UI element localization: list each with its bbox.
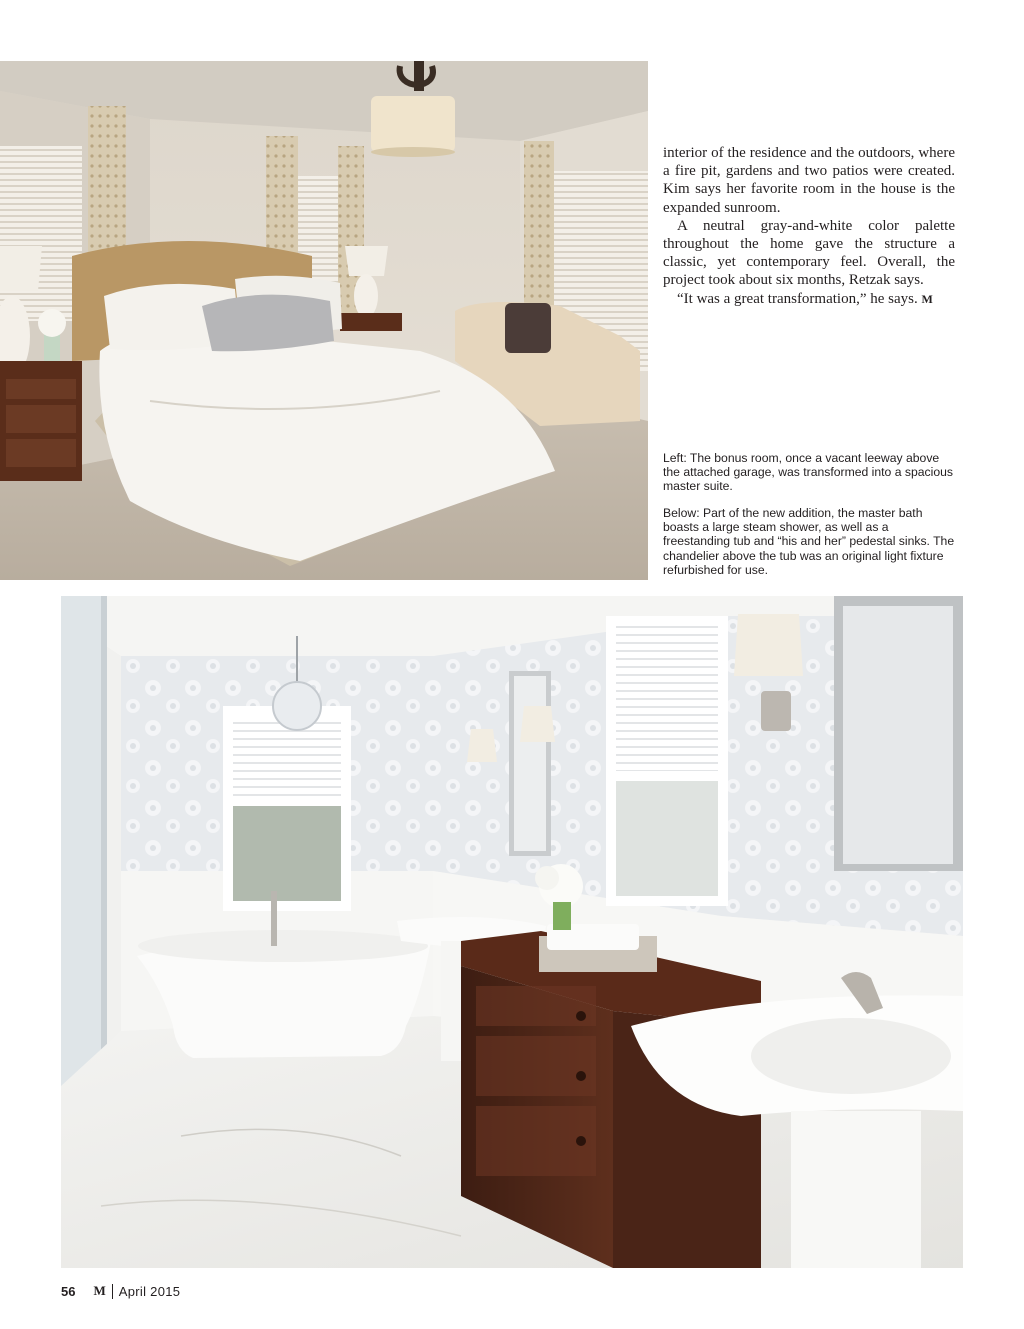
article-paragraph-1: interior of the residence and the outdoors, where a fire pit, gardens and two patios were created. Kim says her favorite room in the house is the expanded sunroom. — [663, 145, 955, 216]
caption-left — [663, 451, 955, 494]
article-paragraph-3-text: “It was a great transformation,” he says. — [677, 290, 918, 307]
article-paragraph-2: A neutral gray-and-white color palette throughout the home gave the structure a classic, yet contemporary feel. Overall, the project took about six months, Retzak says. — [663, 217, 955, 289]
end-mark-icon: M — [921, 291, 933, 306]
caption-below-text: Below: Part of the new addition, the master bath boasts a large steam shower, as well as a freestanding tub and “his and her” pedestal sinks. The chandelier above the tub was an original light fixture refurbished for use. — [663, 506, 955, 577]
article-paragraph-3 — [663, 290, 955, 308]
bedroom-photo — [0, 61, 648, 580]
page-number: 56 — [61, 1283, 76, 1299]
article-body — [663, 144, 955, 308]
magazine-logo-icon: M — [93, 1283, 106, 1298]
caption-left-text: Left: The bonus room, once a vacant leeway above the attached garage, was transformed into a spacious master suite. — [663, 451, 953, 494]
bathroom-photo — [61, 596, 963, 1268]
issue-date: April 2015 — [118, 1283, 181, 1299]
folio-divider — [112, 1284, 113, 1299]
caption-below — [663, 506, 955, 577]
folio — [61, 1283, 180, 1299]
